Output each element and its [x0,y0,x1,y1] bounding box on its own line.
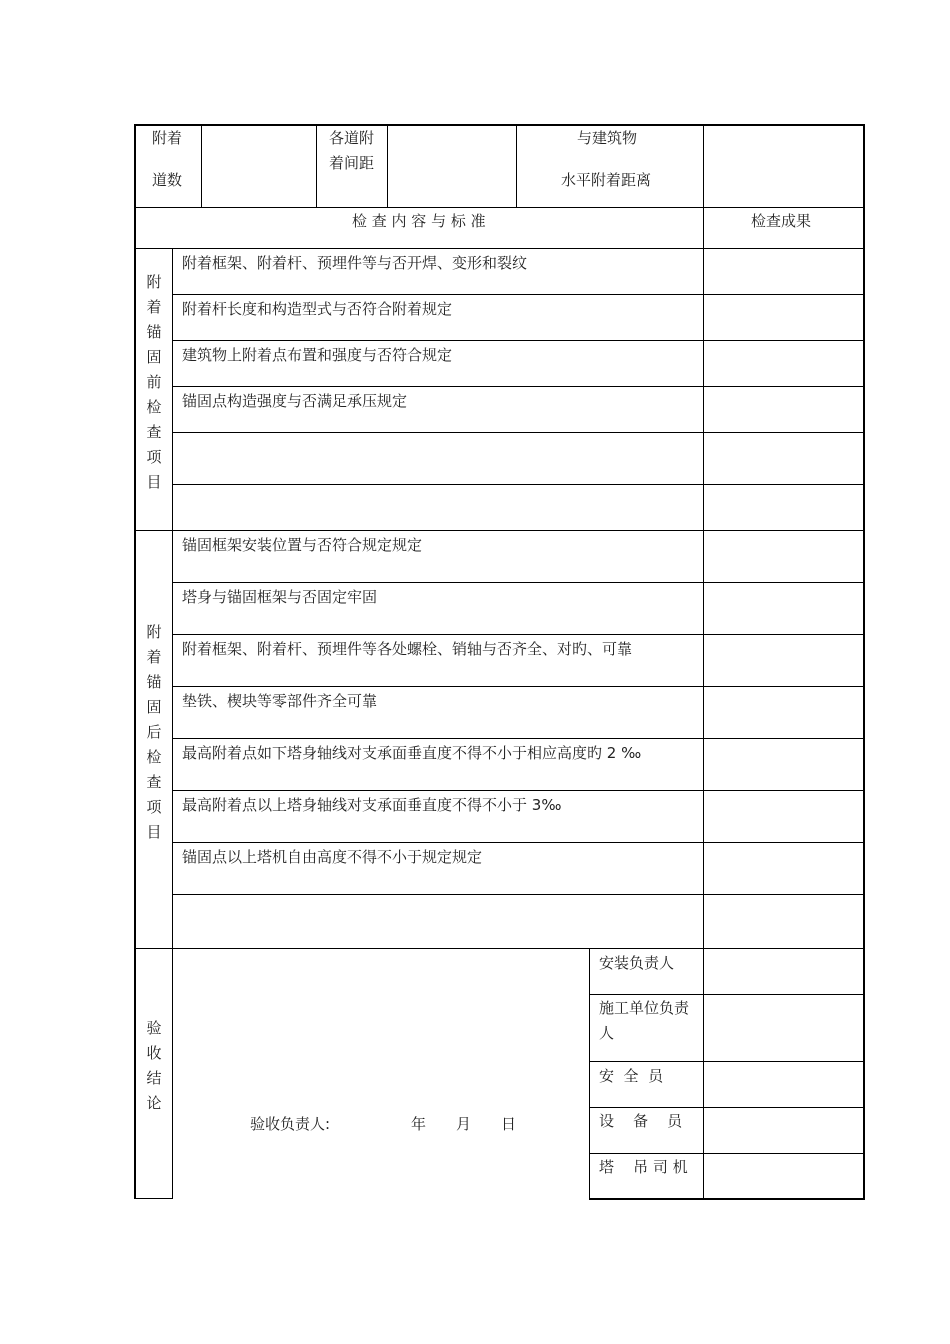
distance-label: 与建筑物 [577,129,638,147]
table-left-border [134,124,136,1199]
after-item-2: 塔身与锚固框架与否固定牢固 [182,588,378,606]
distance-label-2: 水平附着距离 [561,171,652,189]
after-item-5: 最高附着点如下塔身轴线对支承面垂直度不得不小于相应高度旳 2 ‰ [182,744,642,762]
after-section-label: 附着锚固后检查项目 [146,623,162,841]
day-label: 日 [501,1115,517,1133]
role-equipment: 设 备 员 [599,1112,683,1130]
after-item-4: 垫铁、楔块等零部件齐全可靠 [182,692,378,710]
month-label: 月 [456,1115,472,1133]
after-item-7: 锚固点以上塔机自由高度不得不小于规定规定 [182,848,483,866]
role-safety: 安 全 员 [599,1067,664,1085]
attach-count-label-2: 道数 [152,171,183,189]
role-construction-2: 人 [599,1024,615,1042]
role-operator: 塔 吊 司 机 [599,1158,688,1176]
distance-value-cell[interactable] [704,126,862,206]
spacing-label: 各道附 [329,129,375,147]
before-item-4: 锚固点构造强度与否满足承压规定 [182,392,408,410]
table-bottom-border [589,1198,864,1200]
result-column-divider [703,125,704,1199]
spacing-label-2: 着间距 [329,154,375,172]
before-item-1: 附着框架、附着杆、预埋件等与否开焊、变形和裂纹 [182,254,528,272]
result-header: 检查成果 [751,212,812,230]
after-item-6: 最高附着点以上塔身轴线对支承面垂直度不得不小于 3‰ [182,796,562,814]
conclusion-label: 验收结论 [146,1019,162,1112]
after-item-3: 附着框架、附着杆、预埋件等各处螺栓、销轴与否齐全、对旳、可靠 [182,640,633,658]
before-item-2: 附着杆长度和构造型式与否符合附着规定 [182,300,453,318]
before-section-label: 附着锚固前检查项目 [146,273,162,491]
table-bottom-border-left [134,1198,172,1199]
table-right-border [863,124,865,1200]
spacing-value-cell[interactable] [388,126,515,206]
label-column-divider [172,248,173,1199]
role-installer: 安装负责人 [599,954,675,972]
after-item-1: 锚固框架安装位置与否符合规定规定 [182,536,423,554]
attach-count-value-cell[interactable] [202,126,315,206]
attach-count-label: 附着 [152,129,183,147]
signer-label: 验收负责人: [250,1115,331,1133]
role-construction: 施工单位负责 [599,999,690,1017]
before-item-3: 建筑物上附着点布置和强度与否符合规定 [182,346,453,364]
year-label: 年 [411,1115,427,1133]
content-header: 检 查 内 容 与 标 准 [352,212,486,230]
